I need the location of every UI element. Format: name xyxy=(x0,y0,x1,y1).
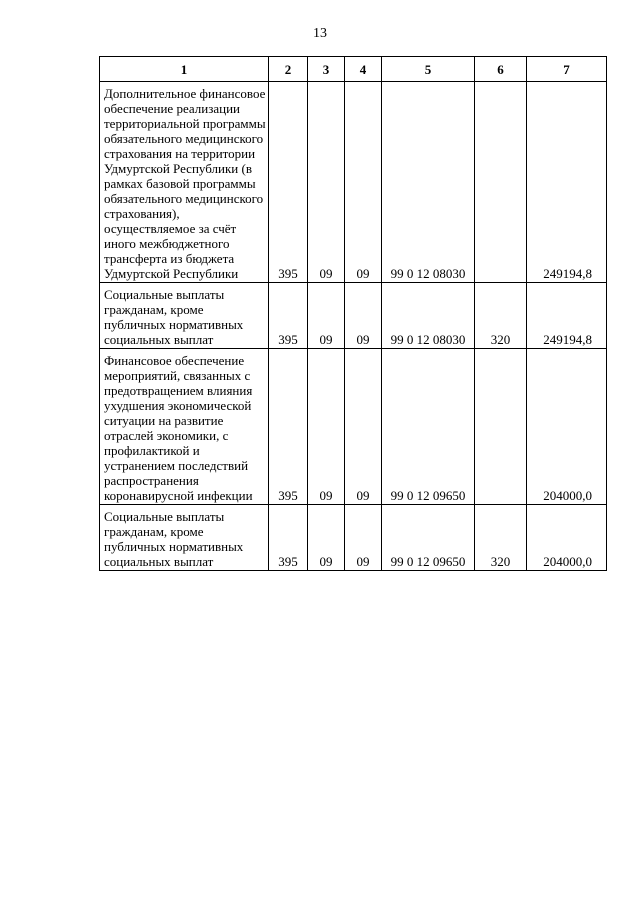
row-target-article: 99 0 12 08030 xyxy=(382,82,475,283)
row-name: Финансовое обеспечение мероприятий, связанных с предотвращением влияния ухудшения экономической ситуации на развитие отраслей экономики, с профилактикой и устранением последствий распространения коронавирусной инфекции xyxy=(100,349,269,505)
row-section-code: 09 xyxy=(308,283,345,349)
row-subsection-code: 09 xyxy=(345,505,382,571)
row-name: Дополнительное финансовое обеспечение реализации территориальной программы обязательного медицинского страхования на территории Удмуртской Республики (в рамках базовой программы обязательного медицинского страхования), осуществляемое за счёт иного межбюджетного трансферта из бюджета Удмуртской Республики xyxy=(100,82,269,283)
column-header-4: 4 xyxy=(345,57,382,82)
column-header-2: 2 xyxy=(269,57,308,82)
row-amount: 204000,0 xyxy=(527,349,607,505)
row-amount: 249194,8 xyxy=(527,82,607,283)
row-section-code: 09 xyxy=(308,349,345,505)
column-header-5: 5 xyxy=(382,57,475,82)
row-gr-code: 395 xyxy=(269,82,308,283)
row-gr-code: 395 xyxy=(269,505,308,571)
row-target-article: 99 0 12 09650 xyxy=(382,349,475,505)
row-subsection-code: 09 xyxy=(345,82,382,283)
row-expense-type xyxy=(475,82,527,283)
row-subsection-code: 09 xyxy=(345,283,382,349)
column-header-6: 6 xyxy=(475,57,527,82)
row-expense-type: 320 xyxy=(475,283,527,349)
row-name: Социальные выплаты гражданам, кроме публичных нормативных социальных выплат xyxy=(100,283,269,349)
table-row xyxy=(100,505,607,571)
column-header-7: 7 xyxy=(527,57,607,82)
row-section-code: 09 xyxy=(308,82,345,283)
table-row xyxy=(100,349,607,505)
column-header-3: 3 xyxy=(308,57,345,82)
table-header-row xyxy=(100,57,607,82)
row-amount: 204000,0 xyxy=(527,505,607,571)
row-gr-code: 395 xyxy=(269,349,308,505)
budget-table xyxy=(99,56,607,571)
row-gr-code: 395 xyxy=(269,283,308,349)
row-name: Социальные выплаты гражданам, кроме публичных нормативных социальных выплат xyxy=(100,505,269,571)
table-row xyxy=(100,283,607,349)
table-row xyxy=(100,82,607,283)
row-target-article: 99 0 12 08030 xyxy=(382,283,475,349)
row-expense-type: 320 xyxy=(475,505,527,571)
row-amount: 249194,8 xyxy=(527,283,607,349)
row-section-code: 09 xyxy=(308,505,345,571)
column-header-1: 1 xyxy=(100,57,269,82)
row-target-article: 99 0 12 09650 xyxy=(382,505,475,571)
row-expense-type xyxy=(475,349,527,505)
page-number: 13 xyxy=(313,26,327,41)
row-subsection-code: 09 xyxy=(345,349,382,505)
